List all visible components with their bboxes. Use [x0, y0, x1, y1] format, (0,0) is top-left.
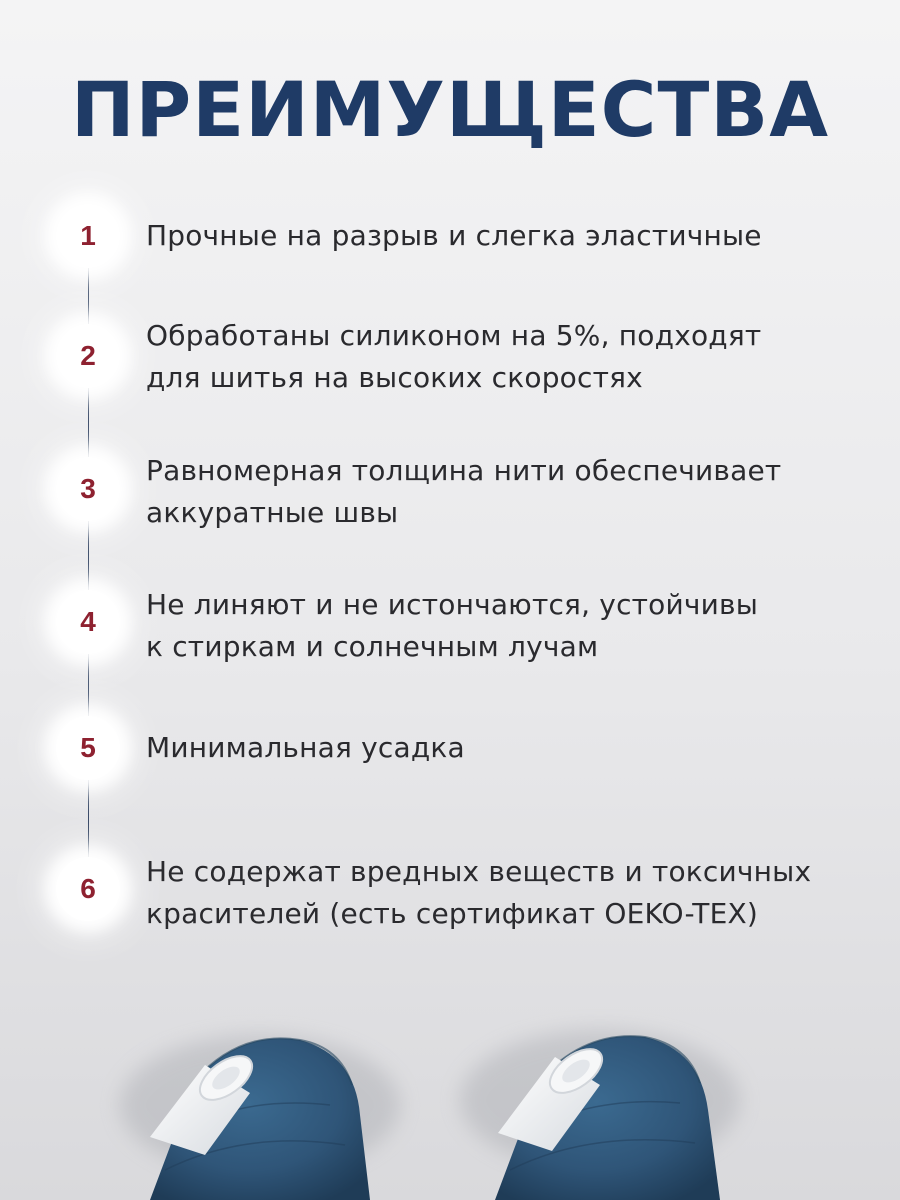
advantage-line: Обработаны силиконом на 5%, подходят — [146, 319, 762, 352]
advantage-text — [146, 727, 866, 769]
advantage-text — [146, 584, 866, 668]
advantage-line: для шитья на высоких скоростях — [146, 361, 643, 394]
advantage-line: красителей (есть сертификат OEKO-TEX) — [146, 897, 758, 930]
advantage-text — [146, 450, 866, 534]
number-badge: 2 — [56, 324, 120, 388]
advantage-text — [146, 851, 866, 935]
advantage-line: Не содержат вредных веществ и токсичных — [146, 855, 812, 888]
advantage-line: Равномерная толщина нити обеспечивает — [146, 454, 782, 487]
number-badge: 5 — [56, 716, 120, 780]
advantage-text — [146, 215, 866, 257]
advantage-line: аккуратные швы — [146, 496, 399, 529]
advantage-line: Минимальная усадка — [146, 731, 465, 764]
number-badge: 4 — [56, 590, 120, 654]
advantage-line: Не линяют и не истончаются, устойчивы — [146, 588, 759, 621]
advantage-line: Прочные на разрыв и слегка эластичные — [146, 219, 762, 252]
page-title: ПРЕИМУЩЕСТВА — [70, 65, 830, 154]
number-badge: 3 — [56, 457, 120, 521]
thread-spools-image — [0, 985, 900, 1200]
advantage-line: к стиркам и солнечным лучам — [146, 630, 599, 663]
number-badge: 1 — [56, 204, 120, 268]
number-badge: 6 — [56, 857, 120, 921]
advantage-text — [146, 315, 866, 399]
